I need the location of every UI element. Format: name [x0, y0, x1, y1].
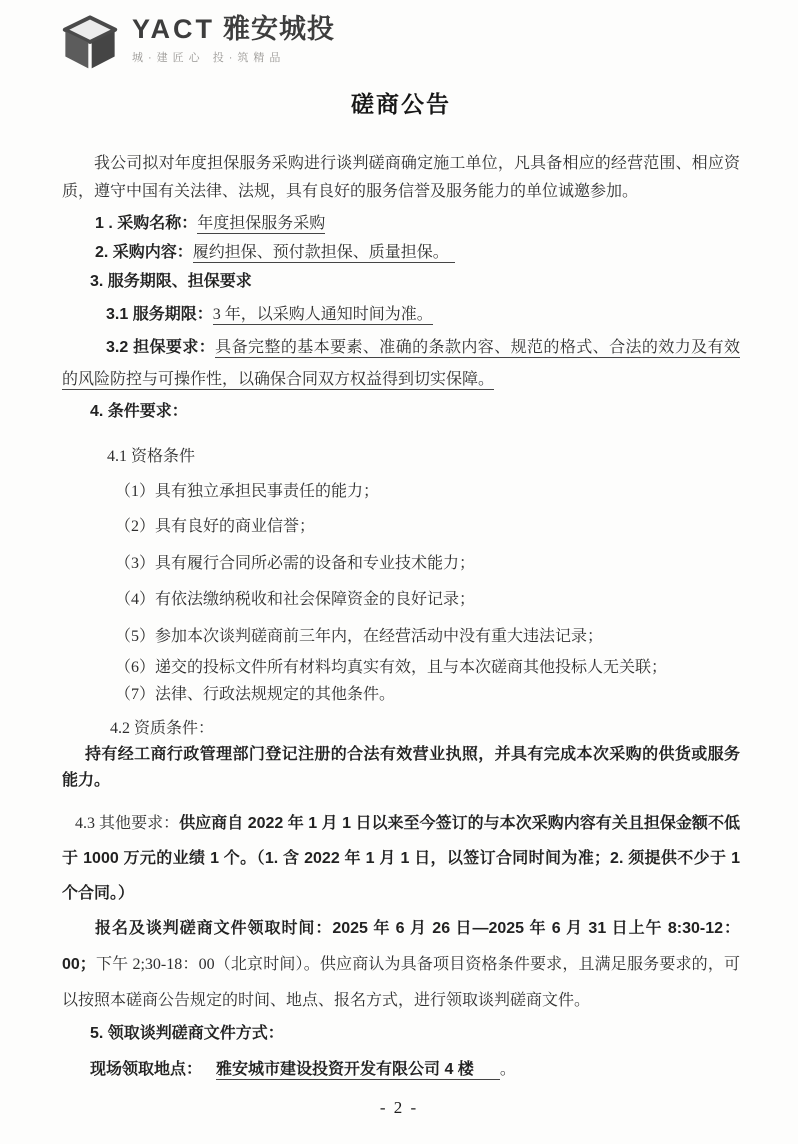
cube-logo-icon: [62, 14, 118, 70]
intro-paragraph: 我公司拟对年度担保服务采购进行谈判磋商确定施工单位，凡具备相应的经营范围、相应资质，遵守中国有关法律、法规，具有良好的服务信誉及服务能力的单位诚邀参加。: [62, 155, 740, 200]
registration-text: 供应商认为具备项目资格条件要求，且满足服务要求的，可以按照本磋商公告规定的时间、地点、报名方式，进行领取谈判磋商文件。: [62, 956, 740, 1009]
registration-label: 报名及谈判磋商文件领取时间：: [95, 920, 333, 937]
logo-company-name: 雅安城投: [223, 14, 336, 44]
qualification-item-2: （2）具有良好的商业信誉；: [115, 518, 316, 535]
registration-time-bold: 2025 年 6 月 26 日—2025 年 6 月 31 日上午 8:30-12：00；: [62, 920, 740, 973]
qualification-item-4: （4）有依法缴纳税收和社会保障资金的良好记录；: [115, 591, 476, 608]
purchase-content-value: 履约担保、预付款担保、质量担保。: [193, 244, 455, 263]
logo-tagline: 城·建匠心 投·筑精品: [132, 52, 286, 64]
pickup-location-value: 雅安城市建设投资开发有限公司 4 楼: [216, 1061, 500, 1080]
qualification-heading: 4.1 资格条件: [107, 448, 196, 465]
page-number: - 2 -: [379, 1098, 419, 1117]
item-purchase-name: [62, 209, 740, 238]
pickup-location-label: 现场领取地点：: [90, 1061, 203, 1078]
item-purchase-content: [62, 238, 740, 267]
credential-heading: 4.2 资质条件：: [110, 720, 215, 737]
other-requirements-label: 4.3 其他要求：: [75, 815, 180, 832]
qualification-item-1: （1）具有独立承担民事责任的能力；: [115, 483, 380, 500]
logo-acronym: YACT: [132, 14, 216, 44]
pickup-location-row: [62, 1055, 740, 1085]
qualification-item-7: （7）法律、行政法规规定的其他条件。: [115, 686, 396, 703]
section5-heading: 5. 领取谈判磋商文件方式：: [90, 1025, 284, 1042]
section4-heading: 4. 条件要求：: [90, 403, 188, 420]
qualification-item-6: （6）递交的投标文件所有材料均真实有效，且与本次磋商其他投标人无关联；: [115, 659, 668, 676]
qualification-item-5: （5）参加本次谈判磋商前三年内，在经营活动中没有重大违法记录；: [115, 628, 604, 645]
logo-title: [132, 14, 335, 44]
credential-text: 持有经工商行政管理部门登记注册的合法有效营业执照，并具有完成本次采购的供货或服务能力。: [62, 746, 740, 789]
qualification-item-3: （3）具有履行合同所必需的设备和专业技术能力；: [115, 555, 476, 572]
page-title: 磋商公告: [351, 92, 451, 117]
guarantee-req-label: 3.2 担保要求：: [106, 339, 216, 356]
section3-heading: 3. 服务期限、担保要求: [90, 273, 252, 290]
service-term-value: 3 年，以采购人通知时间为准。: [212, 306, 433, 323]
guarantee-req-value: 具备完整的基本要素、准确的条款内容、规范的格式、合法的效力及有效的风险防控与可操作性，以确保合同双方权益得到切实保障。: [62, 339, 740, 388]
registration-paragraph: [62, 911, 740, 1019]
guarantee-req-row: [62, 332, 740, 396]
purchase-name-label: 1 . 采购名称：: [95, 215, 198, 232]
service-term-row: [62, 299, 740, 330]
purchase-content-label: 2. 采购内容：: [95, 244, 193, 261]
company-logo: [62, 14, 740, 76]
registration-time-rest: 下午 2;30-18：00（北京时间）。: [95, 956, 320, 973]
logo-text: [132, 14, 335, 65]
purchase-name-value: 年度担保服务采购: [197, 215, 326, 232]
other-requirements-row: [62, 806, 740, 911]
service-term-label: 3.1 服务期限：: [106, 306, 213, 323]
pickup-location-suffix: 。: [499, 1061, 516, 1078]
other-requirements-text: 供应商自 2022 年 1 月 1 日以来至今签订的与本次采购内容有关且担保金额不低于 1000 万元的业绩 1 个。（1. 含 2022 年 1 月 1 日，以签订合同时间为准；2. 须提供不少于 1 个合同。）: [62, 815, 740, 902]
